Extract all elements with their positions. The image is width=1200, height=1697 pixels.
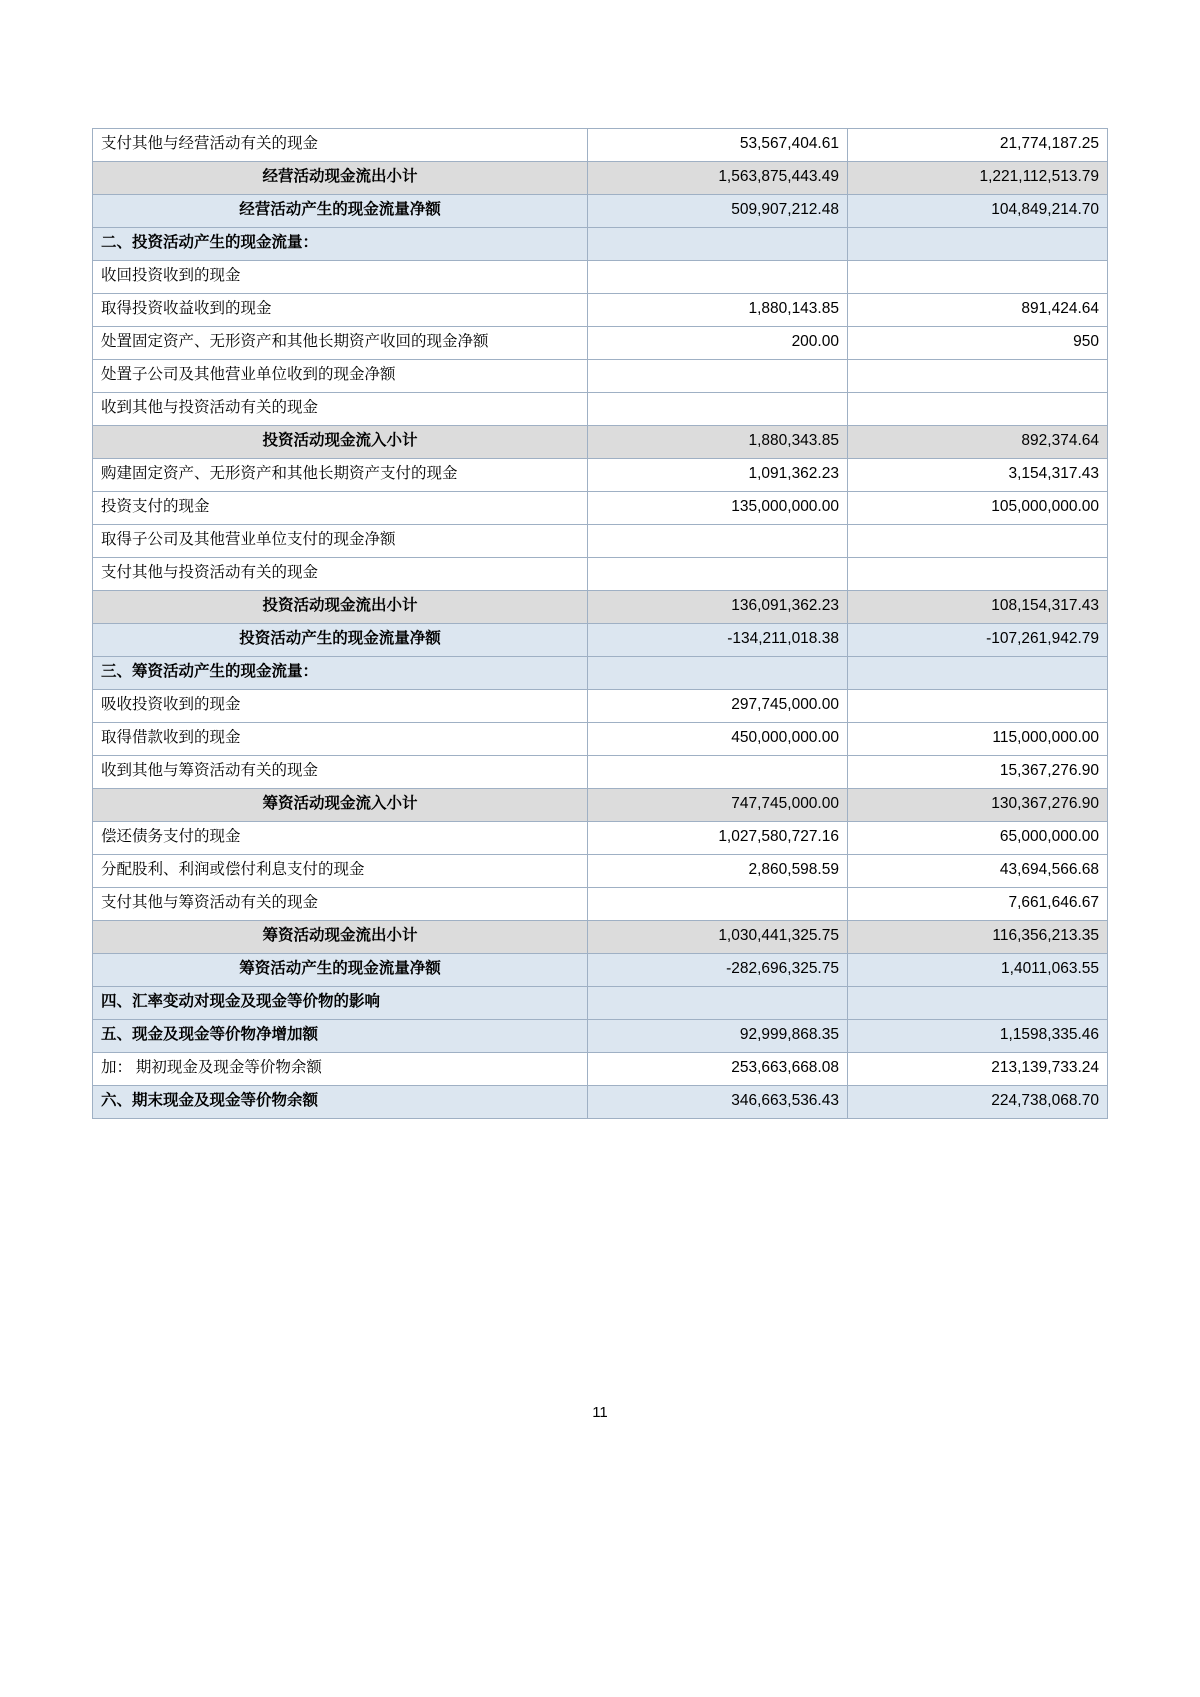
row-label: 取得投资收益收到的现金 <box>93 294 588 327</box>
table-row <box>93 294 1108 327</box>
table-row <box>93 1086 1108 1119</box>
row-label: 收回投资收到的现金 <box>93 261 588 294</box>
row-value-previous <box>847 657 1107 690</box>
row-value-previous: 43,694,566.68 <box>847 855 1107 888</box>
row-value-previous: 224,738,068.70 <box>847 1086 1107 1119</box>
row-value-current <box>588 558 848 591</box>
row-value-current <box>588 888 848 921</box>
row-label: 经营活动现金流出小计 <box>93 162 588 195</box>
table-row <box>93 954 1108 987</box>
row-value-previous <box>847 690 1107 723</box>
row-label: 投资活动现金流出小计 <box>93 591 588 624</box>
row-value-current: 450,000,000.00 <box>588 723 848 756</box>
row-value-previous: 116,356,213.35 <box>847 921 1107 954</box>
table-row <box>93 1053 1108 1086</box>
row-value-previous: 21,774,187.25 <box>847 129 1107 162</box>
row-label: 筹资活动产生的现金流量净额 <box>93 954 588 987</box>
row-value-previous: 108,154,317.43 <box>847 591 1107 624</box>
row-label: 取得子公司及其他营业单位支付的现金净额 <box>93 525 588 558</box>
row-value-previous: 104,849,214.70 <box>847 195 1107 228</box>
table-row <box>93 723 1108 756</box>
table-row <box>93 525 1108 558</box>
row-label: 支付其他与筹资活动有关的现金 <box>93 888 588 921</box>
row-value-current <box>588 360 848 393</box>
row-value-previous: 7,661,646.67 <box>847 888 1107 921</box>
row-label: 经营活动产生的现金流量净额 <box>93 195 588 228</box>
page-number: 11 <box>592 1404 608 1421</box>
row-value-current: 136,091,362.23 <box>588 591 848 624</box>
row-value-previous: 3,154,317.43 <box>847 459 1107 492</box>
row-label: 偿还债务支付的现金 <box>93 822 588 855</box>
row-value-current <box>588 657 848 690</box>
row-value-previous <box>847 393 1107 426</box>
row-label: 分配股利、利润或偿付利息支付的现金 <box>93 855 588 888</box>
row-value-previous: 1,4011,063.55 <box>847 954 1107 987</box>
row-label: 投资活动产生的现金流量净额 <box>93 624 588 657</box>
row-label: 三、筹资活动产生的现金流量： <box>93 657 588 690</box>
row-label: 支付其他与经营活动有关的现金 <box>93 129 588 162</box>
row-value-current: -134,211,018.38 <box>588 624 848 657</box>
row-value-current: 346,663,536.43 <box>588 1086 848 1119</box>
row-value-previous: 891,424.64 <box>847 294 1107 327</box>
table-row <box>93 756 1108 789</box>
table-row <box>93 888 1108 921</box>
row-value-current: -282,696,325.75 <box>588 954 848 987</box>
row-value-current: 509,907,212.48 <box>588 195 848 228</box>
row-value-current: 200.00 <box>588 327 848 360</box>
row-value-current: 297,745,000.00 <box>588 690 848 723</box>
row-label: 投资支付的现金 <box>93 492 588 525</box>
row-label: 二、投资活动产生的现金流量： <box>93 228 588 261</box>
row-value-previous: 950 <box>847 327 1107 360</box>
cash-flow-statement-table <box>92 128 1108 1119</box>
table-row <box>93 855 1108 888</box>
row-label: 四、汇率变动对现金及现金等价物的影响 <box>93 987 588 1020</box>
row-label: 筹资活动现金流出小计 <box>93 921 588 954</box>
table-row <box>93 690 1108 723</box>
table-row <box>93 987 1108 1020</box>
row-value-previous: -107,261,942.79 <box>847 624 1107 657</box>
table-row <box>93 393 1108 426</box>
row-value-current: 1,563,875,443.49 <box>588 162 848 195</box>
table-row <box>93 789 1108 822</box>
row-label: 支付其他与投资活动有关的现金 <box>93 558 588 591</box>
table-row <box>93 195 1108 228</box>
row-value-current: 1,030,441,325.75 <box>588 921 848 954</box>
row-value-current: 747,745,000.00 <box>588 789 848 822</box>
row-value-current <box>588 228 848 261</box>
table-row <box>93 492 1108 525</box>
row-label: 取得借款收到的现金 <box>93 723 588 756</box>
row-value-previous <box>847 987 1107 1020</box>
table-row <box>93 657 1108 690</box>
row-label: 吸收投资收到的现金 <box>93 690 588 723</box>
row-value-current: 53,567,404.61 <box>588 129 848 162</box>
row-value-previous <box>847 261 1107 294</box>
row-label: 购建固定资产、无形资产和其他长期资产支付的现金 <box>93 459 588 492</box>
table-row <box>93 822 1108 855</box>
row-value-current <box>588 393 848 426</box>
row-value-previous <box>847 558 1107 591</box>
row-label: 五、现金及现金等价物净增加额 <box>93 1020 588 1053</box>
row-value-previous: 65,000,000.00 <box>847 822 1107 855</box>
table-row <box>93 162 1108 195</box>
row-value-previous: 115,000,000.00 <box>847 723 1107 756</box>
row-label: 筹资活动现金流入小计 <box>93 789 588 822</box>
table-row <box>93 921 1108 954</box>
row-value-previous: 130,367,276.90 <box>847 789 1107 822</box>
row-value-current: 1,880,143.85 <box>588 294 848 327</box>
row-value-previous: 15,367,276.90 <box>847 756 1107 789</box>
table-row <box>93 228 1108 261</box>
row-label: 加： 期初现金及现金等价物余额 <box>93 1053 588 1086</box>
row-value-current <box>588 525 848 558</box>
row-label: 收到其他与投资活动有关的现金 <box>93 393 588 426</box>
table-row <box>93 1020 1108 1053</box>
row-value-previous <box>847 228 1107 261</box>
table-row <box>93 591 1108 624</box>
row-value-previous <box>847 360 1107 393</box>
row-value-previous: 1,221,112,513.79 <box>847 162 1107 195</box>
row-label: 处置固定资产、无形资产和其他长期资产收回的现金净额 <box>93 327 588 360</box>
row-value-current: 1,027,580,727.16 <box>588 822 848 855</box>
row-value-current <box>588 261 848 294</box>
table-row <box>93 327 1108 360</box>
row-label: 投资活动现金流入小计 <box>93 426 588 459</box>
row-value-current <box>588 756 848 789</box>
table-body <box>93 129 1108 1119</box>
row-value-previous <box>847 525 1107 558</box>
table-row <box>93 459 1108 492</box>
row-label: 收到其他与筹资活动有关的现金 <box>93 756 588 789</box>
table-row <box>93 624 1108 657</box>
row-value-current <box>588 987 848 1020</box>
row-value-current: 135,000,000.00 <box>588 492 848 525</box>
row-value-current: 2,860,598.59 <box>588 855 848 888</box>
row-value-previous: 892,374.64 <box>847 426 1107 459</box>
table-row <box>93 558 1108 591</box>
table-row <box>93 261 1108 294</box>
table-row <box>93 360 1108 393</box>
table-row <box>93 129 1108 162</box>
row-value-previous: 105,000,000.00 <box>847 492 1107 525</box>
row-value-previous: 213,139,733.24 <box>847 1053 1107 1086</box>
row-label: 六、期末现金及现金等价物余额 <box>93 1086 588 1119</box>
row-value-current: 1,880,343.85 <box>588 426 848 459</box>
row-label: 处置子公司及其他营业单位收到的现金净额 <box>93 360 588 393</box>
table-row <box>93 426 1108 459</box>
row-value-current: 92,999,868.35 <box>588 1020 848 1053</box>
row-value-current: 253,663,668.08 <box>588 1053 848 1086</box>
row-value-previous: 1,1598,335.46 <box>847 1020 1107 1053</box>
row-value-current: 1,091,362.23 <box>588 459 848 492</box>
